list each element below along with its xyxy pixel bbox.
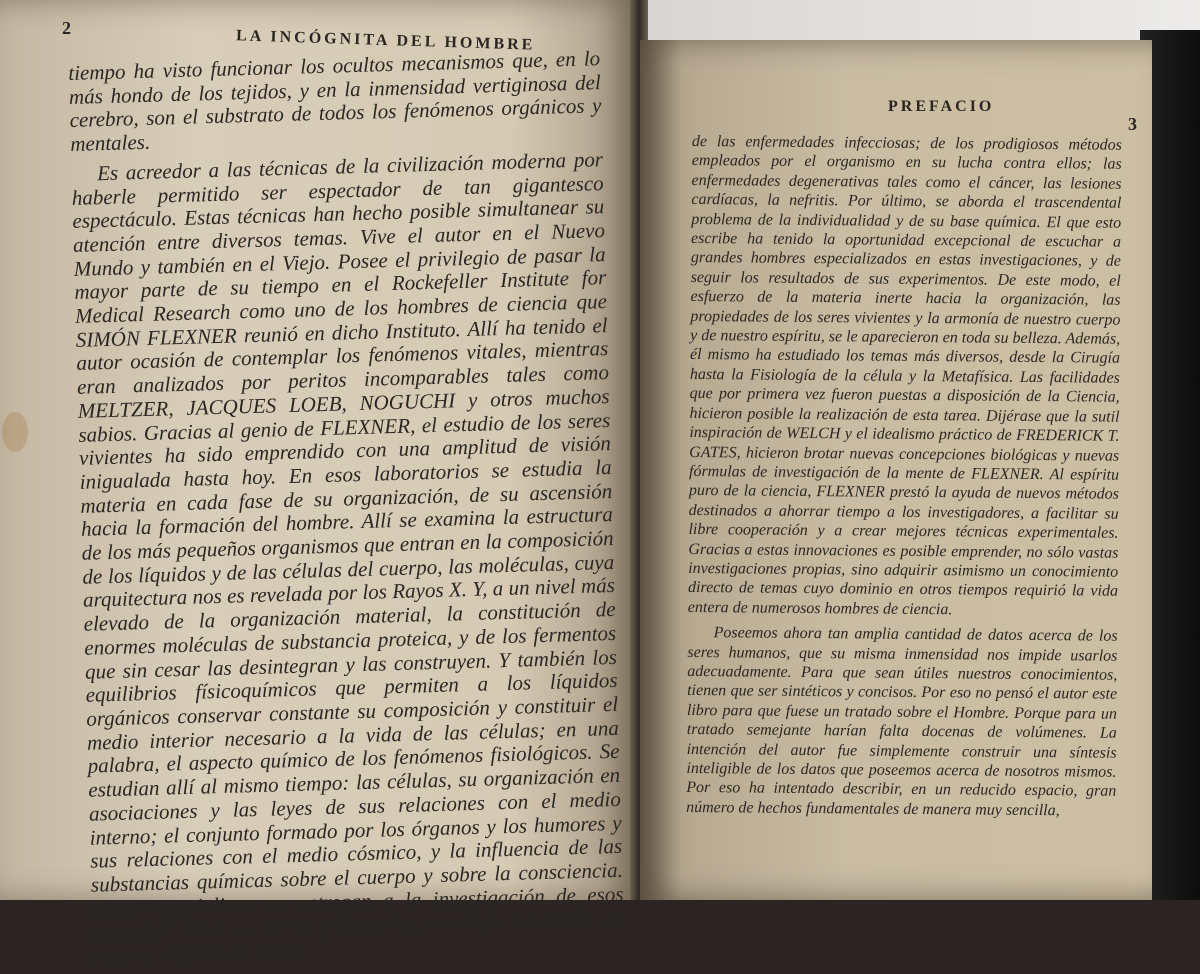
left-paragraph-2: Es acreedor a las técnicas de la civilización moderna por haberle permitido ser espectador de tan gigantesco espectáculo. Estas técnicas han hecho posible simultanear su atención entre diversos temas. Vive el autor en el Nuevo Mundo y también en el Viejo. Posee el privilegio de pasar la mayor parte de su tiempo en el Rockefeller Institute for Medical Research como uno de los hombres de ciencia que SIMÓN FLEXNER reunió en dicho Instituto. Allí ha tenido el autor ocasión de contemplar los fenómenos vitales, mientras eran analizados por peritos incomparables tales como MELTZER, JACQUES LOEB, NOGUCHI y otros muchos sabios. Gracias al genio de FLEXNER, el estudio de los seres vivientes ha sido emprendido con una amplitud de visión inigualada hasta hoy. En esos laboratorios se estudia la materia en cada fase de su organización, de su ascensión hacia la formación del hombre. Allí se examina la estructura de los más pequeños organismos que entran en la composición de los líquidos y de las células del cuerpo, las moléculas, cuya arquitectura nos es revelada por los Rayos X. Y, a un nivel más elevado de la organización material, la constitución de enormes moléculas de substancia proteica, y de los fermentos que sin cesar las desintegran y las construyen. Y también los equilibrios físicoquímicos que permiten a los líquidos orgánicos conservar constante su composición y constituir el medio interior necesario a la vida de las células; en una palabra, el aspecto químico de los fenómenos fisiológicos. Se estudian allí al mismo tiempo: las células, su organización en asociaciones y las leyes de sus relaciones con el medio interno; el conjunto formado por los órganos y los humores y sus relaciones con el medio cósmico, y la influencia de las substancias químicas sobre el cuerpo y sobre la consciencia. Otros especialistas se entregan a la investigación de esos pequeños seres — virus y bacterias — cuya presencia en nuestros tejidos es causa bbox=[71, 146, 625, 968]
background-wall bbox=[640, 0, 1200, 40]
left-running-head: LA INCÓGNITA DEL HOMBRE bbox=[235, 27, 536, 54]
right-running-head: PREFACIO bbox=[888, 98, 995, 115]
left-body-text bbox=[68, 47, 625, 974]
left-paragraph-1: tiempo ha visto funcionar los ocultos mecanismos que, en lo más hondo de los tejidos, y en la inmensidad vertiginosa del cerebro, son el substrato de todos los fenómenos orgánicos y mentales. bbox=[67, 46, 602, 157]
page-stain bbox=[2, 412, 28, 452]
right-page bbox=[640, 40, 1152, 900]
right-page-number: 3 bbox=[1128, 114, 1138, 134]
left-page-number: 2 bbox=[62, 18, 72, 38]
right-paragraph-2: Poseemos ahora tan amplia cantidad de datos acerca de los seres humanos, que su misma inmensidad nos impide usarlos adecuadamente. Para que sean útiles nuestros conocimientos, tienen que ser sintéticos y concisos. Por eso no pensó el autor este libro para que fuese un tratado sobre el Hombre. Porque para un tratado semejante harían falta docenas de volúmenes. La intención del autor fue simplemente construir una síntesis inteligible de los datos que poseemos acerca de nosotros mismos. Por eso ha intentado describir, en un reducido espacio, gran número de hechos fundamentales de manera muy sencilla, bbox=[686, 624, 1118, 820]
right-body-text bbox=[686, 132, 1122, 827]
right-paragraph-1: de las enfermedades infecciosas; de los prodigiosos métodos empleados por el organismo en su lucha contra ellos; las enfermedades degenerativas tales como el cáncer, las lesiones cardíacas, la nefritis. Por último, se aborda el trascendental problema de la individualidad y de su base química. El que esto escribe ha tenido la oportunidad excepcional de escuchar a grandes hombres especializados en estas investigaciones, y de seguir los resultados de sus experimentos. De este modo, el esfuerzo de la materia inerte hacia la organización, las propiedades de los seres vivientes y la armonía de nuestro cuerpo y de nuestro espíritu, se le aparecieron en toda su belleza. Además, él mismo ha estudiado los temas más diversos, desde la Cirugía hasta la Fisiología de la célula y la Metafísica. Las facilidades que por primera vez fueron puestas a disposición de la Ciencia, hicieron posible la realización de esta tarea. Dijérase que la sutil inspiración de WELCH y el idealismo práctico de FREDERICK T. GATES, hicieron brotar nuevas concepciones biológicas y nuevas fórmulas de investigación de la mente de FLEXNER. Al espíritu puro de la ciencia, FLEXNER prestó la ayuda de nuevos métodos destinados a ahorrar tiempo a los investigadores, a facilitar su libre cooperación y a crear mejores técnicas experimentales. Gracias a estas innovaciones es posible emprender, no sólo vastas investigaciones propias, sino adquirir asimismo un conocimiento directo de temas cuyo dominio en otros tiempos requirió la vida entera de numerosos hombres de ciencia. bbox=[687, 132, 1122, 619]
